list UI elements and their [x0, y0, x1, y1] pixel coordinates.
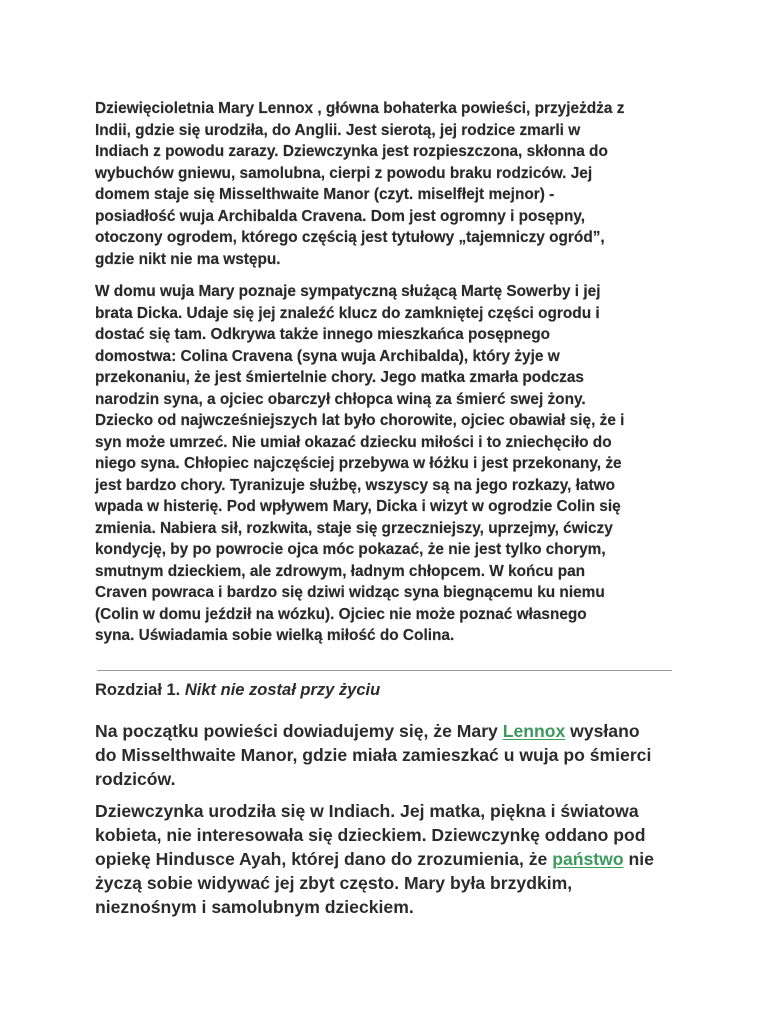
paragraph-line: jest bardzo chory. Tyranizuje służbę, wszyscy są na jego rozkazy, łatwo [95, 476, 616, 494]
paragraph-line: brata Dicka. Udaje się jej znaleźć klucz do zamkniętej części ogrodu i [95, 304, 600, 322]
paragraph-line: dostać się tam. Odkrywa także innego mieszkańca posępnego [95, 326, 551, 343]
paragraph-line: wpada w histerię. Pod wpływem Mary, Dicka i wizyt w ogrodzie Colin się [95, 498, 621, 515]
paragraph-line: przekonaniu, że jest śmiertelnie chory. Jego matka zmarła podczas [95, 369, 584, 386]
paragraph-line: Indii, gdzie się urodziła, do Anglii. Jest sierotą, jej rodzice zmarli w [95, 121, 581, 139]
paragraph-line: wybuchów gniewu, samolubna, cierpi z powodu braku rodziców. Jej [95, 164, 593, 182]
paragraph-line: życzą sobie widywać jej zbyt często. Mary była brzydkim, [95, 873, 573, 893]
paragraph-line: narodzin syna, a ojciec obarczył chłopca winą za śmierć swej żony. [95, 390, 586, 408]
paragraph-line: rodziców. [95, 769, 176, 789]
chapter-number: Rozdział 1. [95, 681, 181, 699]
paragraph-line: nieznośnym i samolubnym dzieckiem. [95, 897, 414, 917]
paragraph-line: domem staje się Misselthwaite Manor (czyt. miselfłejt mejnor) - [95, 186, 555, 203]
paragraph-line [95, 847, 680, 871]
chapter-paragraph-2 [95, 799, 680, 919]
paragraph-line: Craven powraca i bardzo się dziwi widząc syna biegnącemu ku niemu [95, 584, 605, 601]
paragraph-line: domostwa: Colina Cravena (syna wuja Archibalda), który żyje w [95, 347, 560, 365]
paragraph-line: smutnym dzieckiem, ale zdrowym, ładnym chłopcem. W końcu pan [95, 562, 586, 580]
lennox-link[interactable]: Lennox [502, 721, 566, 741]
paragraph-line [95, 719, 680, 743]
paragraph-line: (Colin w domu jeździł na wózku). Ojciec nie może poznać własnego [95, 605, 587, 623]
summary-paragraph-2 [95, 281, 680, 647]
paragraph-line: kondycję, by po powrocie ojca móc pokazać, że nie jest tylko chorym, [95, 541, 606, 558]
paragraph-text: opiekę Hindusce Ayah, której dano do zrozumienia, że [95, 849, 553, 869]
paragraph-line: kobieta, nie interesowała się dzieckiem. Dziewczynkę oddano pod [95, 825, 646, 845]
chapter-heading [95, 679, 380, 701]
paragraph-text: nie [623, 849, 654, 869]
paragraph-line: syn może umrzeć. Nie umiał okazać dziecku miłości i to zniechęciło do [95, 433, 612, 451]
summary-paragraph-1 [95, 98, 680, 270]
paragraph-line: W domu wuja Mary poznaje sympatyczną służącą Martę Sowerby i jej [95, 283, 601, 300]
paragraph-line: syna. Uświadamia sobie wielką miłość do Colina. [95, 627, 455, 644]
paragraph-text: Na początku powieści dowiadujemy się, że Mary [95, 721, 503, 741]
paragraph-line: zmienia. Nabiera sił, rozkwita, staje się grzeczniejszy, uprzejmy, ćwiczy [95, 519, 613, 537]
paragraph-line: niego syna. Chłopiec najczęściej przebywa w łóżku i jest przekonany, że [95, 455, 622, 472]
chapter-title: Nikt nie został przy życiu [184, 681, 381, 699]
paragraph-line: Dziewczynka urodziła się w Indiach. Jej matka, piękna i światowa [95, 801, 639, 821]
chapter-paragraph-1 [95, 719, 680, 791]
paragraph-line: do Misselthwaite Manor, gdzie miała zamieszkać u wuja po śmierci [95, 745, 652, 765]
paragraph-line: Dziewięcioletnia Mary Lennox , główna bohaterka powieści, przyjeżdża z [95, 100, 625, 117]
section-divider [97, 670, 672, 671]
paragraph-line: otoczony ogrodem, którego częścią jest tytułowy „tajemniczy ogród”, [95, 229, 605, 246]
paragraph-line: posiadłość wuja Archibalda Cravena. Dom jest ogromny i posępny, [95, 207, 586, 225]
paragraph-line: Indiach z powodu zarazy. Dziewczynka jest rozpieszczona, skłonna do [95, 143, 608, 160]
paragraph-line: gdzie nikt nie ma wstępu. [95, 250, 281, 268]
panstwo-link[interactable]: państwo [552, 849, 624, 869]
paragraph-line: Dziecko od najwcześniejszych lat było chorowite, ojciec obawiał się, że i [95, 412, 625, 429]
paragraph-text: wysłano [565, 721, 640, 741]
